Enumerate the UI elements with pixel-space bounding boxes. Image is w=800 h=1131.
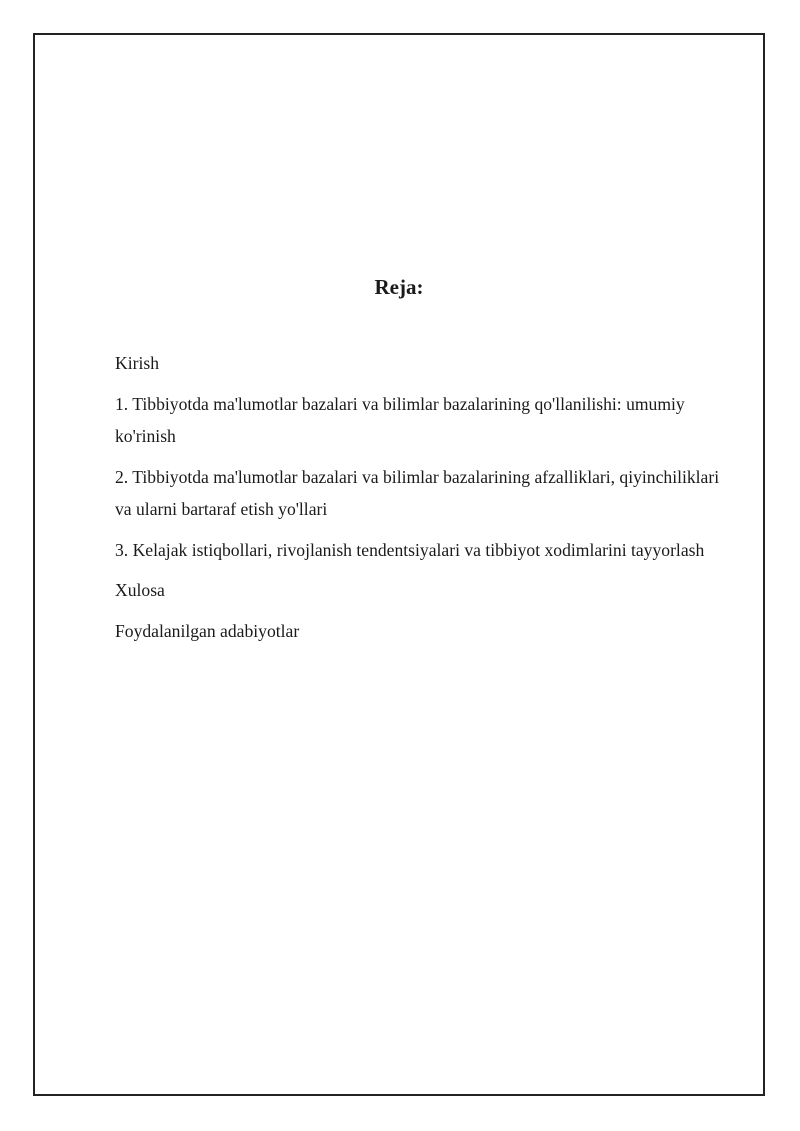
- toc-item-references: Foydalanilgan adabiyotlar: [115, 620, 300, 641]
- toc-item-section-2: 2. Tibbiyotda ma'lumotlar bazalari va bilimlar bazalarining afzalliklari, qiyinchiliklari va ularni bartaraf etish yo'llari: [115, 466, 720, 519]
- toc-item-conclusion: Xulosa: [115, 580, 165, 600]
- table-of-contents: [115, 347, 735, 655]
- page-title: Reja:: [374, 275, 424, 299]
- toc-item-section-1: 1. Tibbiyotda ma'lumotlar bazalari va bilimlar bazalarining qo'llanilishi: umumiy ko'rinish: [115, 393, 685, 446]
- toc-item-intro: Kirish: [115, 353, 159, 373]
- toc-item-section-3: 3. Kelajak istiqbollari, rivojlanish tendentsiyalari va tibbiyot xodimlarini tayyorlash: [115, 539, 705, 560]
